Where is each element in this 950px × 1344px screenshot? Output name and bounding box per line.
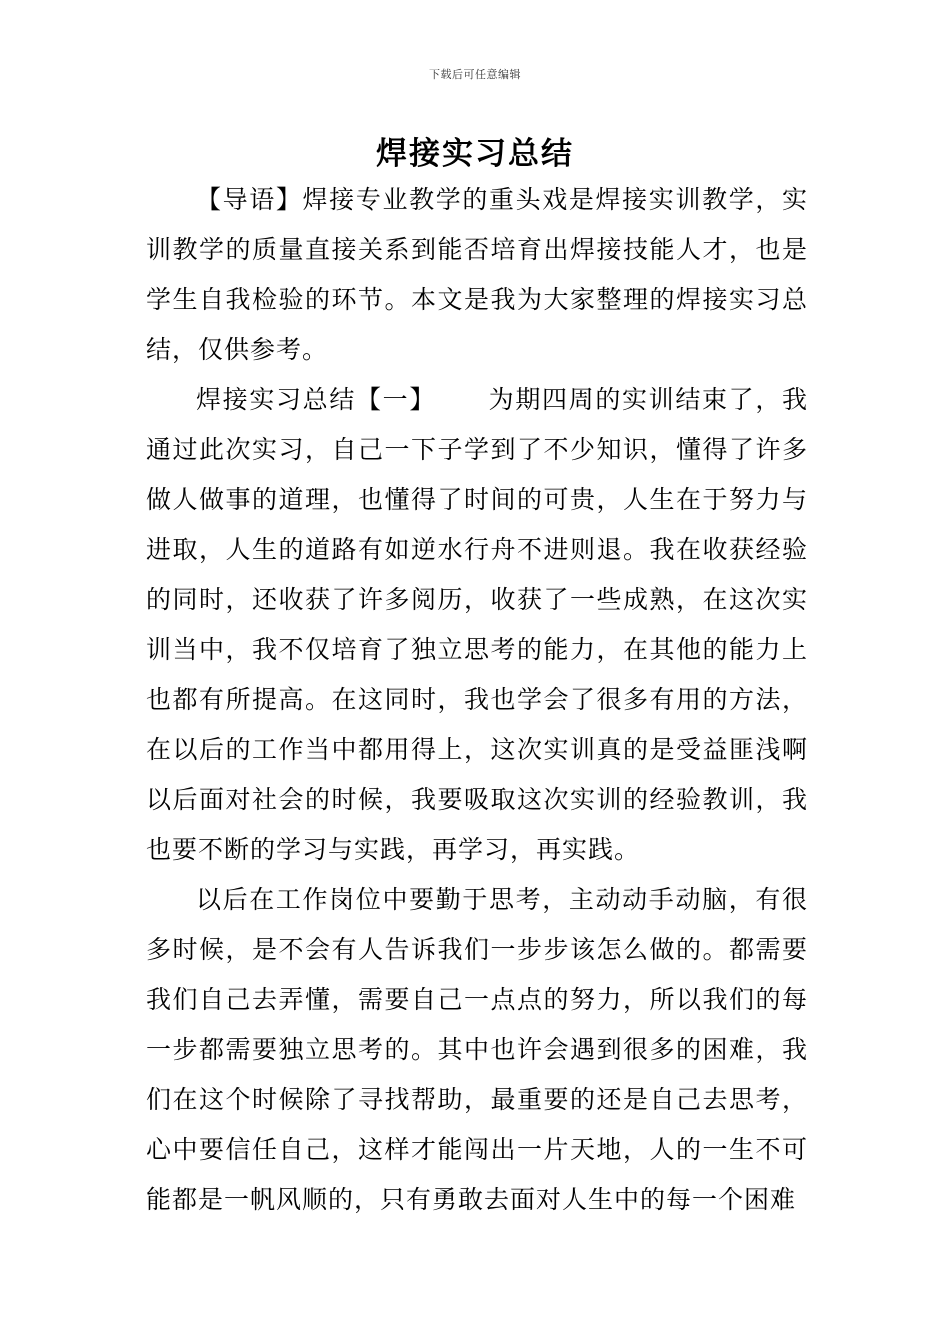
section-one-heading: 焊接实习总结【一】 <box>196 385 436 414</box>
paragraph-section-one <box>146 375 808 875</box>
document-title: 焊接实习总结 <box>376 136 574 172</box>
document-body <box>146 175 808 1225</box>
section-one-body: 为期四周的实训结束了，我通过此次实习，自己一下子学到了不少知识，懂得了许多做人做事的道理，也懂得了时间的可贵，人生在于努力与进取，人生的道路有如逆水行舟不进则退。我在收获经验的同时，还收获了许多阅历，收获了一些成熟，在这次实训当中，我不仅培育了独立思考的能力，在其他的能力上也都有所提高。在这同时，我也学会了很多有用的方法，在以后的工作当中都用得上，这次实训真的是受益匪浅啊以后面对社会的时候，我要吸取这次实训的经验教训，我也要不断的学习与实践，再学习，再实践。 <box>146 385 808 864</box>
header-note: 下载后可任意编辑 <box>429 68 521 81</box>
paragraph-intro: 【导语】焊接专业教学的重头戏是焊接实训教学，实训教学的质量直接关系到能否培育出焊接技能人才，也是学生自我检验的环节。本文是我为大家整理的焊接实习总结，仅供参考。 <box>146 185 808 364</box>
paragraph-third: 以后在工作岗位中要勤于思考，主动动手动脑，有很多时候，是不会有人告诉我们一步步该怎么做的。都需要我们自己去弄懂，需要自己一点点的努力，所以我们的每一步都需要独立思考的。其中也许会遇到很多的困难，我们在这个时候除了寻找帮助，最重要的还是自己去思考，心中要信任自己，这样才能闯出一片天地，人的一生不可能都是一帆风顺的，只有勇敢去面对人生中的每一个困难 <box>146 885 808 1214</box>
